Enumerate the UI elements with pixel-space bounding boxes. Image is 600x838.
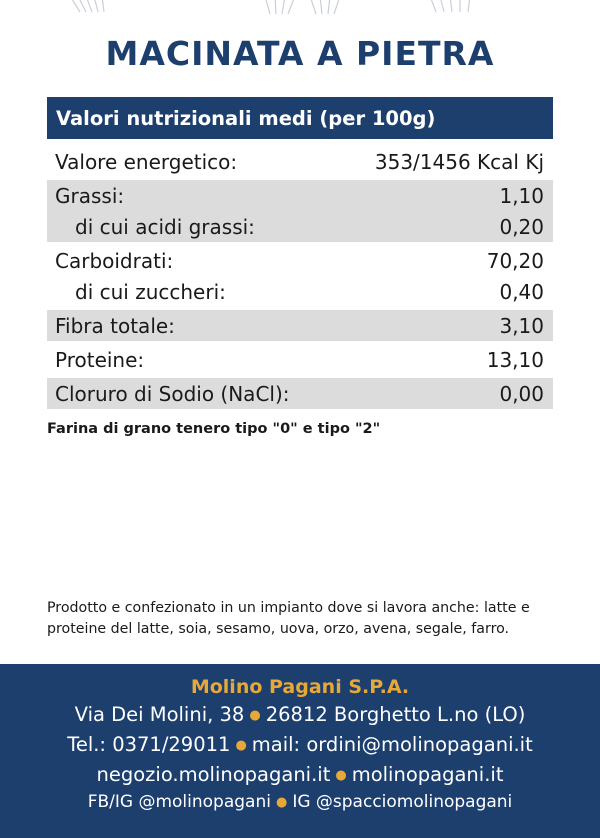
social-line xyxy=(0,792,600,812)
nutrient-value: 0,00 xyxy=(499,381,544,406)
company-name: Molino Pagani S.P.A. xyxy=(190,676,410,698)
nutrition-row xyxy=(55,378,544,409)
nutrient-label: Proteine: xyxy=(55,347,145,372)
nutrient-label: di cui acidi grassi: xyxy=(75,214,255,239)
wheat-decoration-icon xyxy=(0,0,600,20)
email-address: mail: ordini@molinopagani.it xyxy=(251,733,533,756)
nutrition-row xyxy=(55,245,544,276)
nutrient-label: Fibra totale: xyxy=(55,313,175,338)
nutrition-row xyxy=(55,344,544,375)
nutrition-row-group xyxy=(47,146,553,177)
bullet-icon: ● xyxy=(335,768,347,783)
product-title: MACINATA A PIETRA xyxy=(105,34,495,73)
main-website: molinopagani.it xyxy=(351,763,504,786)
nutrient-value: 353/1456 Kcal Kj xyxy=(374,149,544,174)
nutrition-row xyxy=(55,310,544,341)
bullet-icon: ● xyxy=(275,794,288,810)
flour-type-note: Farina di grano tenero tipo "0" e tipo "2" xyxy=(47,421,381,437)
shop-website: negozio.molinopagani.it xyxy=(96,763,331,786)
nutrition-row-group xyxy=(47,245,553,307)
nutrition-row xyxy=(55,211,544,242)
nutrient-value: 1,10 xyxy=(499,183,544,208)
address-street: Via Dei Molini, 38 xyxy=(74,703,245,726)
nutrient-label: Carboidrati: xyxy=(55,248,174,273)
contact-line xyxy=(0,733,600,756)
nutrient-label: Cloruro di Sodio (NaCl): xyxy=(55,381,290,406)
nutrition-row xyxy=(55,146,544,177)
nutrition-row xyxy=(55,276,544,307)
nutrient-label: di cui zuccheri: xyxy=(75,279,226,304)
nutrition-row-group xyxy=(47,310,553,341)
allergen-statement: Prodotto e confezionato in un impianto dove si lavora anche: latte e proteine del latte, soia, sesamo, uova, orzo, avena, segale, farro. xyxy=(47,600,530,637)
address-city: 26812 Borghetto L.no (LO) xyxy=(265,703,526,726)
nutrition-table-header: Valori nutrizionali medi (per 100g) xyxy=(47,97,553,139)
nutrient-value: 70,20 xyxy=(486,248,544,273)
nutrition-row xyxy=(55,180,544,211)
address-line xyxy=(0,703,600,726)
nutrition-row-group xyxy=(47,344,553,375)
nutrient-label: Grassi: xyxy=(55,183,125,208)
bullet-icon: ● xyxy=(235,738,247,753)
nutrient-value: 0,20 xyxy=(499,214,544,239)
nutrient-label: Valore energetico: xyxy=(55,149,238,174)
websites-line xyxy=(0,763,600,786)
bullet-icon: ● xyxy=(249,708,261,723)
nutrient-value: 0,40 xyxy=(499,279,544,304)
nutrition-table xyxy=(47,146,553,409)
nutrient-value: 3,10 xyxy=(499,313,544,338)
social-handle-main: FB/IG @molinopagani xyxy=(87,792,271,812)
phone-number: Tel.: 0371/29011 xyxy=(67,733,231,756)
company-footer xyxy=(0,664,600,838)
social-handle-shop: IG @spacciomolinopagani xyxy=(292,792,513,812)
nutrition-row-group xyxy=(47,378,553,409)
nutrient-value: 13,10 xyxy=(486,347,544,372)
nutrition-row-group xyxy=(47,180,553,242)
